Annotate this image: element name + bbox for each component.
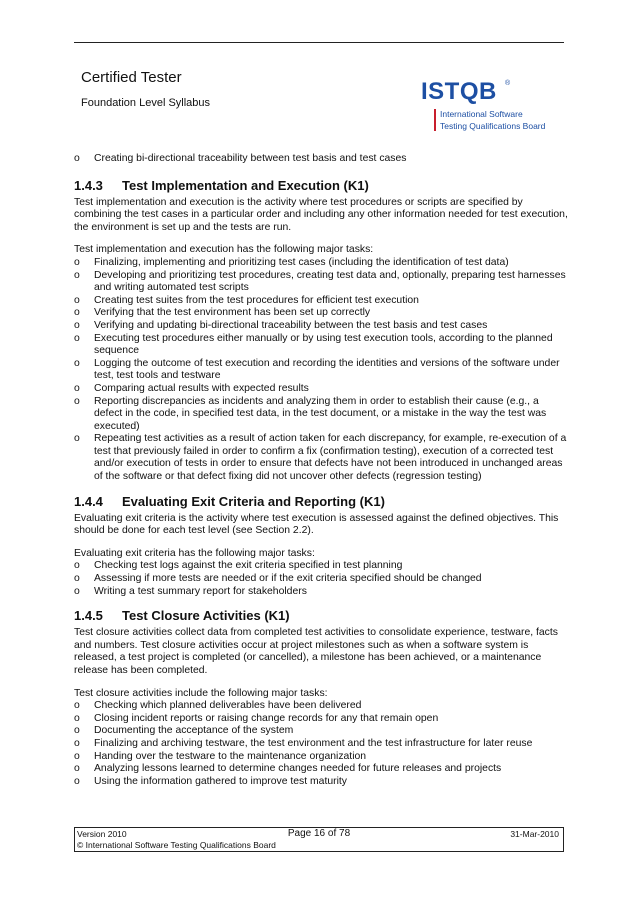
list-item-text: Comparing actual results with expected results bbox=[94, 382, 309, 394]
task-list-1-4-4 bbox=[74, 560, 569, 598]
list-item bbox=[74, 738, 569, 751]
list-item-text: Using the information gathered to improve test maturity bbox=[94, 775, 347, 787]
bullet-marker: o bbox=[74, 763, 80, 775]
logo-caption bbox=[440, 108, 545, 132]
list-item-text: Executing test procedures either manually or by using test execution tools, according to the planned sequence bbox=[94, 332, 553, 357]
list-item-text: Handing over the testware to the maintenance organization bbox=[94, 750, 367, 762]
list-item bbox=[74, 257, 569, 270]
list-item bbox=[74, 700, 569, 713]
bullet-marker: o bbox=[74, 269, 80, 281]
footer-date: 31-Mar-2010 bbox=[510, 829, 559, 839]
bullet-marker: o bbox=[74, 153, 80, 164]
page-content bbox=[74, 153, 569, 788]
footer-version: Version 2010 bbox=[77, 829, 127, 839]
section-number: 1.4.5 bbox=[74, 608, 103, 624]
section-heading-1-4-3 bbox=[74, 178, 569, 194]
bullet-marker: o bbox=[74, 700, 80, 712]
list-item bbox=[74, 560, 569, 573]
section-title: Test Closure Activities (K1) bbox=[122, 608, 290, 624]
list-item bbox=[74, 776, 569, 789]
list-item-text: Finalizing and archiving testware, the test environment and the test infrastructure for later reuse bbox=[94, 737, 533, 749]
list-item-text: Developing and prioritizing test procedures, creating test data and, optionally, preparing test harnesses and writing automated test scripts bbox=[94, 269, 566, 294]
section-heading-1-4-4 bbox=[74, 494, 569, 510]
list-item-text: Verifying and updating bi-directional traceability between the test basis and test cases bbox=[94, 319, 488, 331]
list-item-text: Analyzing lessons learned to determine changes needed for future releases and projects bbox=[94, 763, 502, 775]
list-item-text: Reporting discrepancies as incidents and analyzing them in order to establish their cause (e.g., a defect in the code, in specified test data, in the test document, or a mistake in the way the test was executed) bbox=[94, 395, 547, 432]
list-item bbox=[74, 725, 569, 738]
section-number: 1.4.3 bbox=[74, 177, 103, 193]
list-item bbox=[74, 586, 569, 599]
bullet-marker: o bbox=[74, 294, 80, 306]
list-item-text: Repeating test activities as a result of action taken for each discrepancy, for example, re-execution of a test that previously failed in order to confirm a fix (confirmation testing), execution of a corrected test and/or execution of tests in order to ensure that defects have not been introduced in unchanged areas of the software or that defect fixing did not uncover other defects (regression testing) bbox=[94, 433, 567, 483]
section-heading-1-4-5 bbox=[74, 608, 569, 624]
bullet-marker: o bbox=[74, 737, 80, 749]
task-list-1-4-5 bbox=[74, 700, 569, 788]
bullet-marker: o bbox=[74, 573, 80, 585]
bullet-marker: o bbox=[74, 560, 80, 572]
list-item bbox=[74, 396, 569, 434]
bullet-marker: o bbox=[74, 319, 80, 331]
footer-copyright: © International Software Testing Qualifications Board bbox=[77, 840, 276, 850]
bullet-marker: o bbox=[74, 395, 80, 407]
list-item bbox=[74, 295, 569, 308]
list-item bbox=[74, 383, 569, 396]
list-item bbox=[74, 358, 569, 383]
top-list bbox=[74, 153, 569, 166]
list-item bbox=[74, 333, 569, 358]
list-item-text: Writing a test summary report for stakeholders bbox=[94, 585, 307, 597]
bullet-marker: o bbox=[74, 307, 80, 319]
bullet-marker: o bbox=[74, 382, 80, 394]
paragraph: Evaluating exit criteria is the activity where test execution is assessed against the defined objectives. This should be done for each test level (see Section 2.2). bbox=[74, 512, 559, 537]
paragraph: Test implementation and execution is the activity where test procedures or scripts are specified by combining the test cases in a particular order and including any other information needed for test execution, the environment is set up and the tests are run. bbox=[74, 196, 568, 233]
page-footer bbox=[74, 827, 564, 852]
paragraph: Test implementation and execution has the following major tasks: bbox=[74, 244, 374, 256]
list-item-text: Closing incident reports or raising change records for any that remain open bbox=[94, 712, 439, 724]
logo-caption-line2: Testing Qualifications Board bbox=[440, 121, 546, 131]
bullet-marker: o bbox=[74, 585, 80, 597]
list-item-text: Logging the outcome of test execution and recording the identities and versions of the software under test, test tools and testware bbox=[94, 357, 560, 382]
paragraph: Test closure activities collect data from completed test activities to consolidate experience, testware, facts and numbers. Test closure activities occur at project milestones such as when a software system is released, a test project is completed (or cancelled), a milestone has been achieved, or a maintenance release has been completed. bbox=[74, 627, 558, 676]
logo-registered-mark: ® bbox=[505, 80, 511, 87]
bullet-marker: o bbox=[74, 712, 80, 724]
list-item bbox=[74, 270, 569, 295]
bullet-marker: o bbox=[74, 725, 80, 737]
header-subtitle: Foundation Level Syllabus bbox=[81, 97, 211, 109]
list-item bbox=[74, 713, 569, 726]
section-number: 1.4.4 bbox=[74, 493, 103, 509]
logo-red-bar bbox=[434, 109, 436, 131]
footer-page-number: Page 16 of 78 bbox=[287, 828, 351, 839]
list-item bbox=[74, 307, 569, 320]
list-item-text: Checking which planned deliverables have been delivered bbox=[94, 700, 362, 712]
list-item bbox=[74, 433, 569, 483]
logo-wordmark: ISTQB bbox=[421, 78, 497, 105]
bullet-marker: o bbox=[74, 332, 80, 344]
task-list-1-4-3 bbox=[74, 257, 569, 484]
section-title: Evaluating Exit Criteria and Reporting (K1) bbox=[122, 493, 385, 509]
bullet-marker: o bbox=[74, 775, 80, 787]
list-item-text: Creating bi-directional traceability between test basis and test cases bbox=[94, 153, 407, 164]
list-item-text: Documenting the acceptance of the system bbox=[94, 725, 294, 737]
list-item bbox=[74, 751, 569, 764]
list-item-text: Verifying that the test environment has been set up correctly bbox=[94, 307, 371, 319]
list-item-text: Finalizing, implementing and prioritizing test cases (including the identification of test data) bbox=[94, 256, 509, 268]
list-item-text: Creating test suites from the test procedures for efficient test execution bbox=[94, 294, 419, 306]
header-title: Certified Tester bbox=[81, 69, 182, 86]
istqb-logo bbox=[421, 78, 571, 138]
header-rule bbox=[74, 42, 564, 43]
list-item bbox=[74, 320, 569, 333]
list-item bbox=[74, 153, 569, 166]
list-item-text: Assessing if more tests are needed or if the exit criteria specified should be changed bbox=[94, 573, 482, 585]
logo-caption-line1: International Software bbox=[440, 109, 523, 119]
bullet-marker: o bbox=[74, 750, 80, 762]
bullet-marker: o bbox=[74, 357, 80, 369]
bullet-marker: o bbox=[74, 256, 80, 268]
section-title: Test Implementation and Execution (K1) bbox=[122, 177, 369, 193]
list-item-text: Checking test logs against the exit criteria specified in test planning bbox=[94, 560, 403, 572]
paragraph: Evaluating exit criteria has the following major tasks: bbox=[74, 547, 315, 559]
list-item bbox=[74, 763, 569, 776]
list-item bbox=[74, 573, 569, 586]
paragraph: Test closure activities include the following major tasks: bbox=[74, 687, 328, 699]
bullet-marker: o bbox=[74, 433, 80, 445]
